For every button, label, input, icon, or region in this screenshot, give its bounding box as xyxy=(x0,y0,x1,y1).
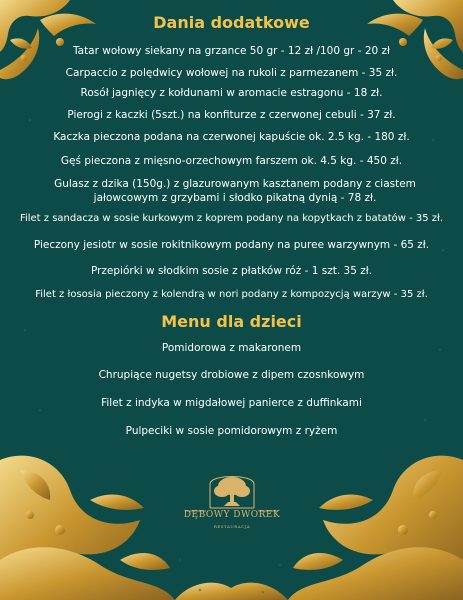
section-title-extra-dishes: Dania dodatkowe xyxy=(153,13,310,32)
menu-item: Filet z łososia pieczony z kolendrą w nori podany z kompozycją warzyw - 35 zł. xyxy=(35,289,428,300)
menu-item: Pieczony jesiotr w sosie rokitnikowym podany na puree warzywnym - 65 zł. xyxy=(33,239,430,251)
oak-tree-logo xyxy=(180,466,284,546)
menu-item: Carpaccio z polędwicy wołowej na rukoli z parmezanem - 35 zł. xyxy=(65,67,398,79)
menu-item: Kaczka pieczona podana na czerwonej kapuście ok. 2.5 kg. - 180 zł. xyxy=(53,131,410,143)
menu-item: Rosół jagnięcy z kołdunami w aromacie estragonu - 18 zł. xyxy=(80,87,383,99)
menu-item: Pulpeciki w sosie pomidorowym z ryżem xyxy=(125,425,338,437)
menu-item: Gulasz z dzika (150g.) z glazurowanym kasztanem podany z ciastem jałowcowym z grzybami i słodko pikatną dynią - 78 zł. xyxy=(54,178,416,204)
menu-item: Chrupiące nugetsy drobiowe z dipem czosnkowym xyxy=(98,369,365,381)
section-title-kids-menu: Menu dla dzieci xyxy=(161,312,302,331)
logo-name: DĘBOWY DWOREK xyxy=(183,510,281,520)
menu-item: Pierogi z kaczki (5szt.) na konfiturze z czerwonej cebuli - 37 zł. xyxy=(67,109,396,121)
menu-item: Tatar wołowy siekany na grzance 50 gr - 12 zł /100 gr - 20 zł xyxy=(72,45,391,57)
menu-item: Przepiórki w słodkim sosie z płatków róż - 1 szt. 35 zł. xyxy=(90,265,373,277)
menu-item: Filet z sandacza w sosie kurkowym z koprem podany na kopytkach z batatów - 35 zł. xyxy=(19,213,444,224)
menu-item: Pomidorowa z makaronem xyxy=(161,342,302,354)
menu-item: Gęś pieczona z mięsno-orzechowym farszem ok. 4.5 kg. - 450 zł. xyxy=(60,155,403,167)
logo-tagline: RESTAURACJA xyxy=(213,524,251,529)
menu-item: Filet z indyka w migdałowej panierce z duffinkami xyxy=(101,397,362,409)
